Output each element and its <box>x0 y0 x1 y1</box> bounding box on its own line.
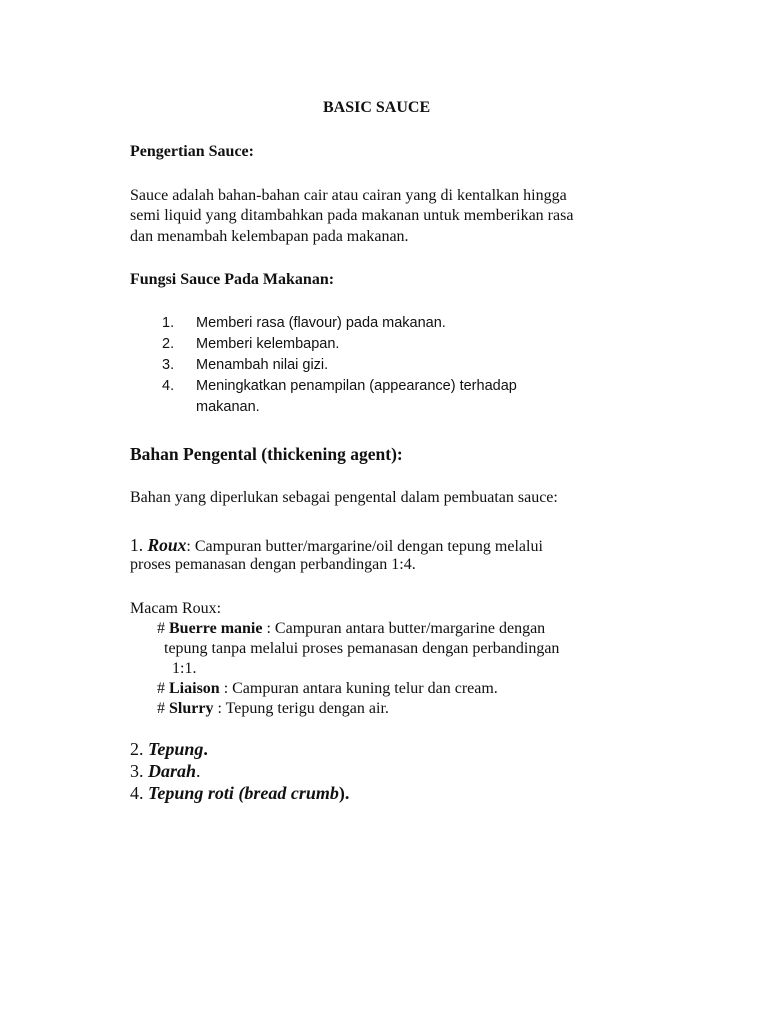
item-number: 3. <box>130 761 144 781</box>
list-number: 4. <box>162 378 175 394</box>
roux-definition-cont: proses pemanasan dengan perbandingan 1:4. <box>130 556 416 573</box>
section-heading-pengertian: Pengertian Sauce: <box>130 143 254 160</box>
item-end: . <box>196 761 201 781</box>
list-item: Memberi rasa (flavour) pada makanan. <box>196 315 446 331</box>
paragraph-line: dan menambah kelembapan pada makanan. <box>130 228 409 245</box>
thickener-item-tepung <box>130 739 208 760</box>
roux-term: Roux <box>147 535 187 555</box>
item-term: Tepung roti (bread crumb <box>148 783 339 803</box>
paragraph-line: semi liquid yang ditambahkan pada makanan untuk memberikan rasa <box>130 207 574 224</box>
item-end: ). <box>338 783 350 803</box>
page-title: BASIC SAUCE <box>323 99 431 116</box>
roux-type-term: Liaison <box>169 680 220 697</box>
roux-type-term: Buerre manie <box>169 620 263 637</box>
section-intro: Bahan yang diperlukan sebagai pengental dalam pembuatan sauce: <box>130 489 558 506</box>
list-item-continuation: makanan. <box>196 399 260 415</box>
thickener-item-tepung-roti <box>130 783 349 804</box>
roux-type-definition: : Campuran antara kuning telur dan cream. <box>219 680 498 697</box>
macam-roux-label: Macam Roux: <box>130 600 222 617</box>
item-term: Tepung <box>148 739 204 759</box>
item-term: Darah <box>148 761 197 781</box>
list-number: 3. <box>162 357 175 373</box>
item-end: . <box>203 739 208 759</box>
section-heading-fungsi: Fungsi Sauce Pada Makanan: <box>130 271 335 288</box>
list-item: Menambah nilai gizi. <box>196 357 329 373</box>
item-number: 4. <box>130 783 144 803</box>
roux-number: 1. <box>130 535 144 555</box>
list-item: Memberi kelembapan. <box>196 336 340 352</box>
hash-marker: # <box>157 700 165 717</box>
list-number: 1. <box>162 315 175 331</box>
roux-type-definition-cont: 1:1. <box>172 660 197 677</box>
roux-definition: : Campuran butter/margarine/oil dengan tepung melalui <box>186 538 543 555</box>
list-item: Meningkatkan penampilan (appearance) terhadap <box>196 378 517 394</box>
hash-marker: # <box>157 680 165 697</box>
paragraph-line: Sauce adalah bahan-bahan cair atau cairan yang di kentalkan hingga <box>130 187 567 204</box>
section-heading-bahan-pengental: Bahan Pengental (thickening agent): <box>130 444 403 464</box>
roux-line <box>130 535 543 556</box>
item-number: 2. <box>130 739 144 759</box>
roux-type-slurry <box>157 700 389 718</box>
roux-type-buerre-manie <box>157 620 545 638</box>
roux-type-definition: : Campuran antara butter/margarine dengan <box>262 620 546 637</box>
thickener-item-darah <box>130 761 201 782</box>
roux-type-definition-cont: tepung tanpa melalui proses pemanasan dengan perbandingan <box>164 640 560 657</box>
roux-type-term: Slurry <box>169 700 214 717</box>
hash-marker: # <box>157 620 165 637</box>
roux-type-definition: : Tepung terigu dengan air. <box>213 700 389 717</box>
roux-type-liaison <box>157 680 498 698</box>
list-number: 2. <box>162 336 175 352</box>
